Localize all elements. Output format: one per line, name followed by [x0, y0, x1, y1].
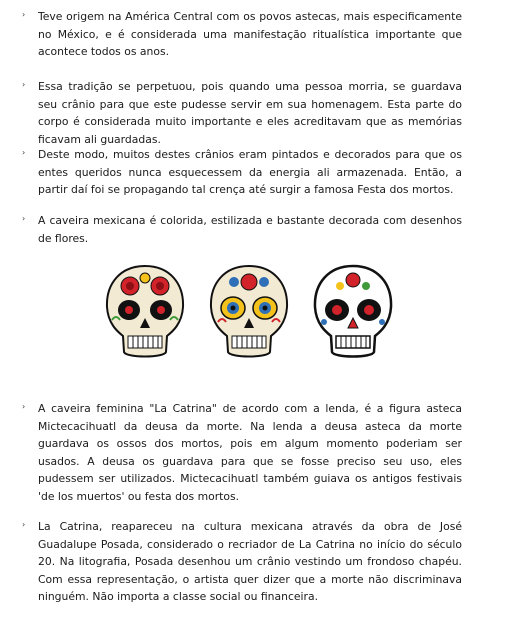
bullet-marker: ›	[22, 148, 26, 157]
sugar-skulls-image	[100, 262, 400, 362]
sugar-skull-black-white	[308, 262, 398, 362]
paragraph-origin: Teve origem na América Central com os povos astecas, mais especificamente no México, e é considerada uma manifestação ritualística importante que acontece todos os anos.	[38, 10, 462, 58]
bullet-item-tradition	[22, 78, 462, 148]
bullet-marker: ›	[22, 80, 26, 89]
bullet-item-la-catrina-legend	[22, 400, 462, 505]
bullet-marker: ›	[22, 214, 26, 223]
sugar-skull-yellow-blue	[204, 262, 294, 362]
bullet-marker: ›	[22, 402, 26, 411]
bullet-item-origin	[22, 8, 462, 61]
paragraph-la-catrina-legend: A caveira feminina "La Catrina" de acordo com a lenda, é a figura asteca Mictecacihuatl da deusa da morte. Na lenda a deusa asteca da morte guardava os ossos dos mortos, pois em algum momento poderiam ser usados. A deusa os guardava para que se fosse preciso seu uso, eles pudessem ser utilizados. Mictecacihuatl também guiava os antigos festivais 'de los muertos' ou festa dos mortos.	[38, 402, 462, 503]
bullet-marker: ›	[22, 10, 26, 19]
bullet-item-decoration	[22, 146, 462, 199]
paragraph-decoration: Deste modo, muitos destes crânios eram pintados e decorados para que os entes queridos nunca esquecessem da energia ali armazenada. Então, a partir daí foi se propagando tal crença até surgir a famosa Festa dos mortos.	[38, 148, 462, 196]
bullet-marker: ›	[22, 520, 26, 529]
bullet-item-la-catrina-posada	[22, 518, 462, 606]
bullet-item-colorful-skull	[22, 212, 462, 247]
sugar-skull-red-roses	[100, 262, 190, 362]
paragraph-la-catrina-posada: La Catrina, reapareceu na cultura mexicana através da obra de José Guadalupe Posada, considerado o recriador de La Catrina no início do século 20. Na litografia, Posada desenhou um crânio vestindo um frondoso chapéu. Com essa representação, o artista quer dizer que a morte não discriminava ninguém. Não importa a classe social ou financeira.	[38, 520, 462, 603]
paragraph-tradition: Essa tradição se perpetuou, pois quando uma pessoa morria, se guardava seu crânio para que este pudesse servir em sua homenagem. Esta parte do corpo é considerada muito importante e eles acreditavam que as memórias ficavam ali guardadas.	[38, 80, 462, 146]
paragraph-colorful-skull: A caveira mexicana é colorida, estilizada e bastante decorada com desenhos de flores.	[38, 214, 462, 245]
